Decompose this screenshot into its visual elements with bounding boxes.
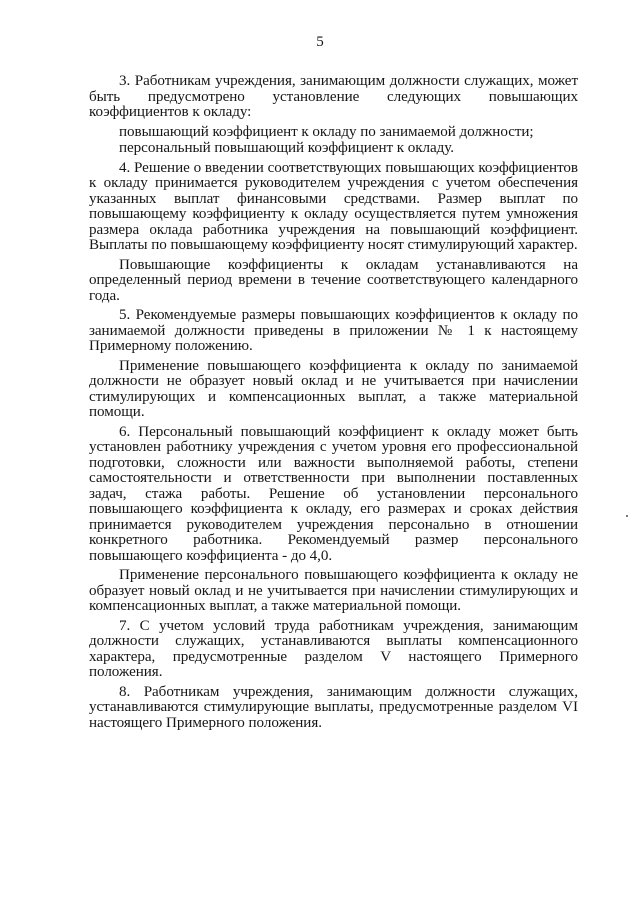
- paragraph-5-continuation: Применение повышающего коэффициента к окладу по занимаемой должности не образует новый оклад и не учитывается при начислении стимулирующих и компенсационных выплат, а также материальной помощи.: [89, 357, 578, 420]
- scan-speck: [626, 515, 628, 517]
- document-body: [89, 74, 578, 735]
- paragraph-5: 5. Рекомендуемые размеры повышающих коэффициентов к окладу по занимаемой должности приведены в приложении № 1 к настоящему Примерному положению.: [89, 307, 578, 354]
- paragraph-8: 8. Работникам учреждения, занимающим должности служащих, устанавливаются стимулирующие выплаты, предусмотренные разделом VI настоящего Примерного положения.: [89, 683, 578, 731]
- paragraph-6: 6. Персональный повышающий коэффициент к окладу может быть установлен работнику учреждения с учетом уровня его профессиональной подготовки, сложности или важности выполняемой работы, степени самостоятельности и ответственности при выполнении поставленных задач, стажа работы. Решение об установлении персонального повышающего коэффициента к окладу, его размерах и сроках действия принимается руководителем учреждения персонально в отношении конкретного работника. Рекомендуемый размер персонального повышающего коэффициента - до 4,0.: [89, 423, 578, 564]
- paragraph-3-item-1: повышающий коэффициент к окладу по занимаемой должности;: [119, 123, 534, 140]
- paragraph-4-continuation: Повышающие коэффициенты к окладам устанавливаются на определенный период времени в течение соответствующего календарного года.: [89, 256, 578, 304]
- paragraph-3: 3. Работникам учреждения, занимающим должности служащих, может быть предусмотрено установление следующих повышающих коэффициентов к окладу:: [89, 73, 578, 120]
- page-number: 5: [316, 34, 324, 50]
- paragraph-4: 4. Решение о введении соответствующих повышающих коэффициентов к окладу принимается руководителем учреждения с учетом обеспечения указанных выплат финансовыми средствами. Размер выплат по повышающему коэффициенту к окладу осуществляется путем умножения размера оклада работника учреждения на повышающий коэффициент. Выплаты по повышающему коэффициенту носят стимулирующий характер.: [89, 159, 578, 253]
- paragraph-3-item-2: персональный повышающий коэффициент к окладу.: [119, 140, 455, 156]
- paragraph-6-continuation: Применение персонального повышающего коэффициента к окладу не образует новый оклад и не учитывается при начислении стимулирующих и компенсационных выплат, а также материальной помощи.: [89, 567, 578, 614]
- paragraph-7: 7. С учетом условий труда работникам учреждения, занимающим должности служащих, устанавливаются выплаты компенсационного характера, предусмотренные разделом V настоящего Примерного положения.: [89, 617, 578, 680]
